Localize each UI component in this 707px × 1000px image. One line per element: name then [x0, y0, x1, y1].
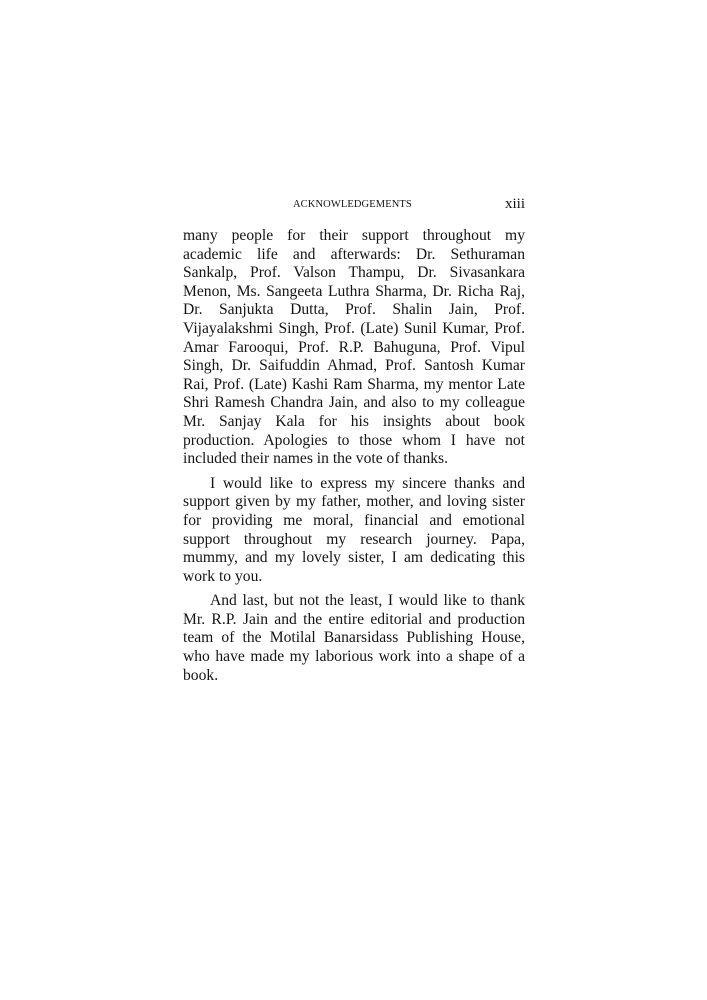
body-text [183, 227, 525, 691]
page-number: xiii [504, 196, 525, 212]
paragraph-acknowledged-people: many people for their support throughout my academic life and afterwards: Dr. Sethuraman Sankalp, Prof. Valson Thampu, Dr. Sivasankara Menon, Ms. Sangeeta Luthra Sharma, Dr. Richa Raj, Dr. Sanjukta Dutta, Prof. Shalin Jain, Prof. Vijayalakshmi Singh, Prof. (Late) Sunil Kumar, Prof. Amar Farooqui, Prof. R.P. Bahuguna, Prof. Vipul Singh, Dr. Saifuddin Ahmad, Prof. Santosh Kumar Rai, Prof. (Late) Kashi Ram Sharma, my mentor Late Shri Ramesh Chandra Jain, and also to my colleague Mr. Sanjay Kala for his insights about book production. Apologies to those whom I have not included their names in the vote of thanks. [183, 227, 525, 468]
running-head [183, 196, 525, 216]
running-title: ACKNOWLEDGEMENTS [293, 199, 412, 210]
paragraph-family-thanks: I would like to express my sincere thanks and support given by my father, mother, and loving sister for providing me moral, financial and emotional support throughout my research journey. Papa, mummy, and my lovely sister, I am dedicating this work to you. [183, 474, 525, 585]
paragraph-publisher-thanks: And last, but not the least, I would like to thank Mr. R.P. Jain and the entire editorial and production team of the Motilal Banarsidass Publishing House, who have made my laborious work into a shape of a book. [183, 592, 525, 684]
